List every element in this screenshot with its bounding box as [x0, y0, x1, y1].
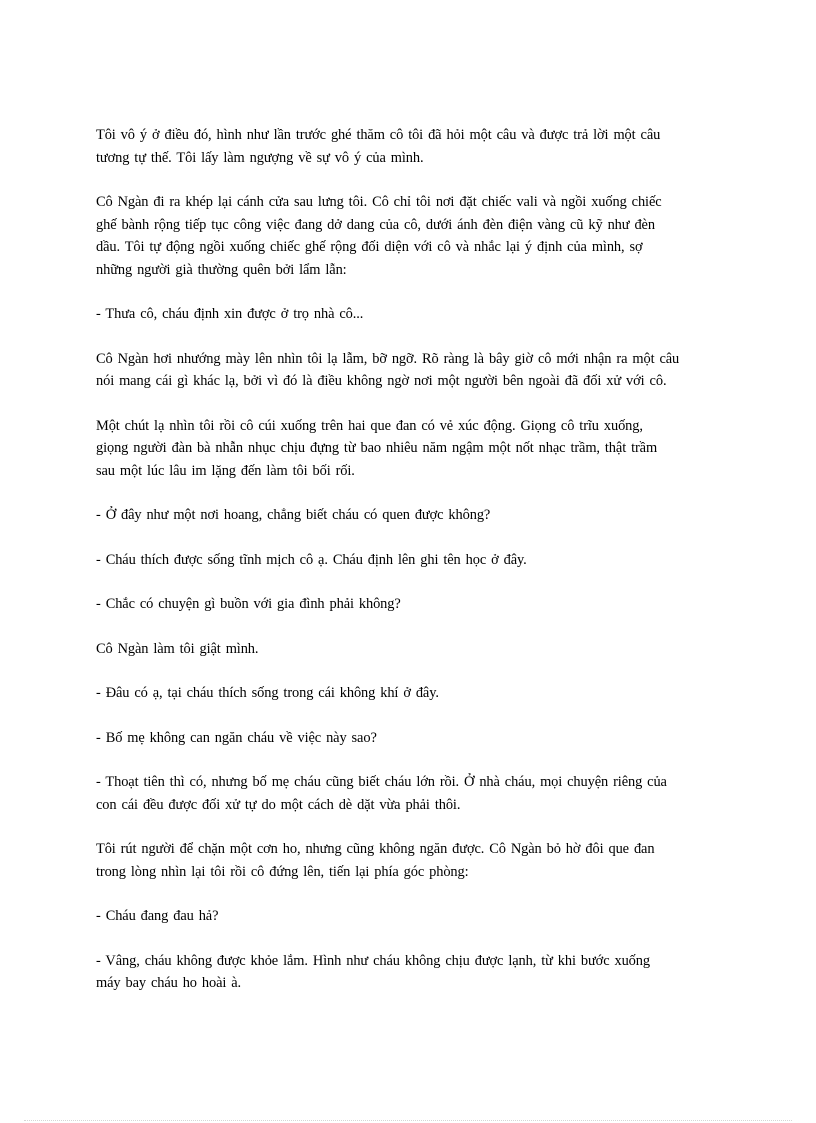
paragraph — [96, 727, 721, 750]
text-line: Cô Ngàn làm tôi giật mình. — [96, 640, 259, 657]
text-line: sau một lúc lâu im lặng đến làm tôi bối rối. — [96, 462, 355, 479]
text-line: máy bay cháu ho hoài à. — [96, 975, 242, 991]
text-line: - Bố mẹ không can ngăn cháu về việc này sao? — [96, 729, 377, 746]
text-line: - Chắc có chuyện gì buồn với gia đình phải không? — [96, 596, 401, 612]
text-line: dầu. Tôi tự động ngồi xuống chiếc ghế rộng đối diện với cô và nhắc lại ý định của mình, sợ — [96, 239, 643, 255]
body-text — [96, 124, 721, 1017]
paragraph — [96, 771, 721, 816]
text-line: - Ở đây như một nơi hoang, chẳng biết cháu có quen được không? — [96, 507, 491, 523]
text-line: con cái đều được đối xử tự do một cách dè dặt vừa phải thôi. — [96, 796, 461, 813]
paragraph — [96, 638, 721, 661]
paragraph — [96, 950, 721, 995]
paragraph — [96, 124, 721, 169]
text-line: Một chút lạ nhìn tôi rồi cô cúi xuống trên hai que đan có vẻ xúc động. Giọng cô trĩu xuống, — [96, 417, 643, 434]
text-line: - Thưa cô, cháu định xin được ở trọ nhà cô... — [96, 306, 364, 322]
paragraph — [96, 593, 721, 616]
text-line: ghế bành rộng tiếp tục công việc đang dở dang của cô, dưới ánh đèn điện vàng cũ kỹ như đèn — [96, 216, 655, 233]
text-line: Tôi vô ý ở điều đó, hình như lần trước ghé thăm cô tôi đã hỏi một câu và được trả lời một câu — [96, 127, 661, 143]
paragraph — [96, 348, 721, 393]
paragraph — [96, 549, 721, 572]
text-line: - Thoạt tiên thì có, nhưng bố mẹ cháu cũng biết cháu lớn rồi. Ở nhà cháu, mọi chuyện riêng của — [96, 774, 667, 790]
paragraph — [96, 682, 721, 705]
text-line: Tôi rút người để chặn một cơn ho, nhưng cũng không ngăn được. Cô Ngàn bỏ hờ đôi que đan — [96, 841, 655, 857]
paragraph — [96, 303, 721, 326]
text-line: những người già thường quên bởi lẩm lẫn: — [96, 261, 347, 278]
text-line: - Cháu đang đau hả? — [96, 908, 219, 924]
text-line: - Cháu thích được sống tĩnh mịch cô ạ. Cháu định lên ghi tên học ở đây. — [96, 551, 527, 568]
paragraph — [96, 191, 721, 281]
text-line: Cô Ngàn hơi nhướng mày lên nhìn tôi lạ lẫm, bỡ ngỡ. Rõ ràng là bây giờ cô mới nhận ra một câu — [96, 350, 680, 367]
paragraph — [96, 415, 721, 483]
text-line: - Đâu có ạ, tại cháu thích sống trong cái không khí ở đây. — [96, 685, 439, 701]
text-line: giọng người đàn bà nhẫn nhục chịu đựng từ bao nhiêu năm ngậm một nốt nhạc trầm, thật trầm — [96, 440, 658, 456]
paragraph — [96, 838, 721, 883]
text-line: nói mang cái gì khác lạ, bởi vì đó là điều không ngờ nơi một người bên ngoài đã đối xử với cô. — [96, 373, 667, 389]
text-line: - Vâng, cháu không được khỏe lắm. Hình như cháu không chịu được lạnh, từ khi bước xuống — [96, 952, 650, 969]
paragraph — [96, 504, 721, 527]
paragraph — [96, 905, 721, 928]
text-line: trong lòng nhìn lại tôi rồi cô đứng lên, tiến lại phía góc phòng: — [96, 863, 469, 880]
page-bottom-divider — [24, 1120, 792, 1121]
text-line: Cô Ngàn đi ra khép lại cánh cửa sau lưng tôi. Cô chỉ tôi nơi đặt chiếc vali và ngồi xuống chiếc — [96, 194, 662, 210]
text-line: tương tự thế. Tôi lấy làm ngượng về sự vô ý của mình. — [96, 149, 424, 166]
